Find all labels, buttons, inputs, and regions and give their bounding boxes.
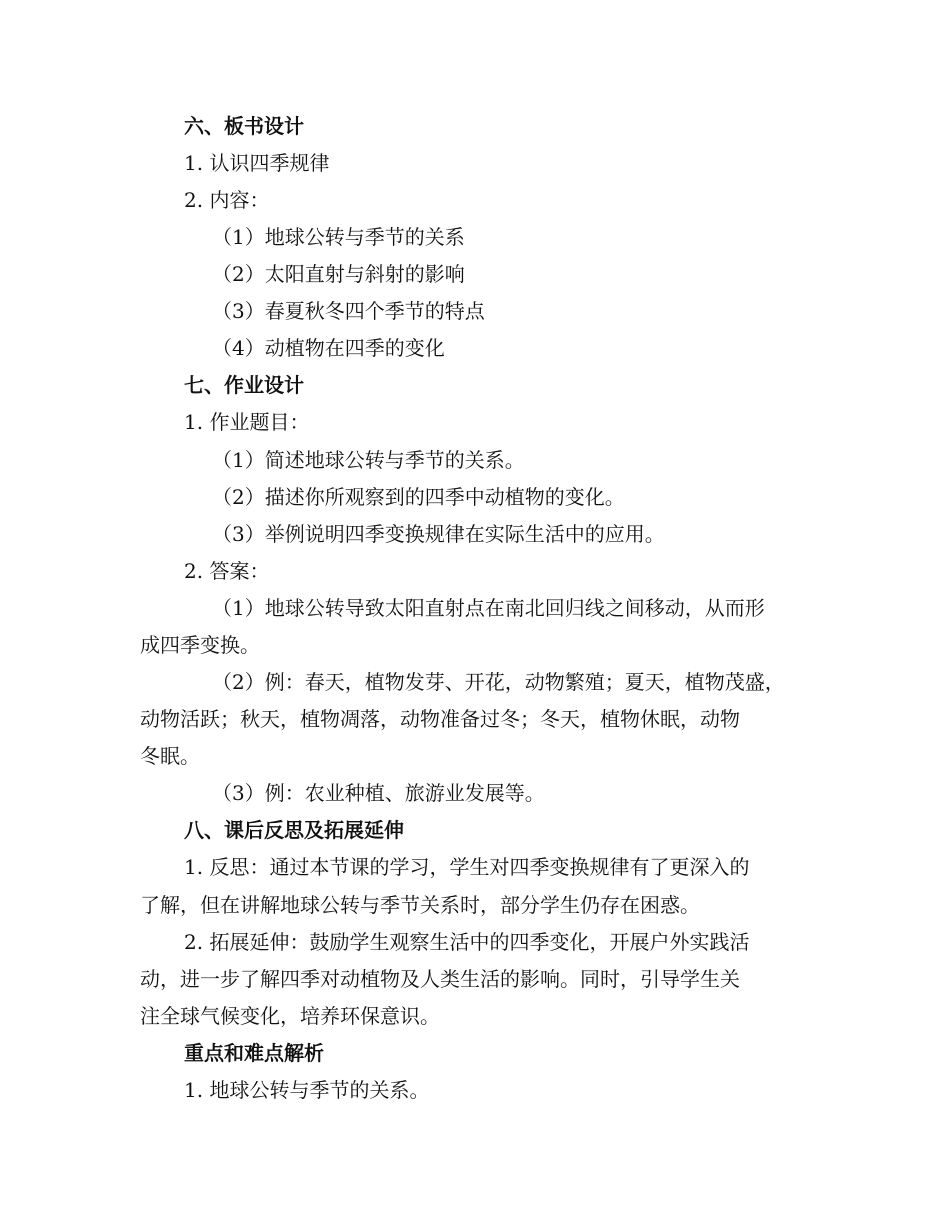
paragraph-line: 冬眠。 bbox=[140, 744, 200, 768]
paragraph-line: 注全球气候变化，培养环保意识。 bbox=[140, 1004, 440, 1028]
paragraph-line: 1. 反思：通过本节课的学习，学生对四季变换规律有了更深入的 bbox=[184, 855, 750, 879]
sub-list-item: （3）春夏秋冬四个季节的特点 bbox=[212, 299, 485, 323]
section-heading-key-points: 重点和难点解析 bbox=[184, 1041, 324, 1065]
paragraph-line: 2. 拓展延伸：鼓励学生观察生活中的四季变化，开展户外实践活 bbox=[184, 930, 750, 954]
paragraph-line: （2）例：春天，植物发芽、开花，动物繁殖；夏天，植物茂盛， bbox=[212, 670, 785, 694]
list-item: 1. 地球公转与季节的关系。 bbox=[184, 1078, 430, 1102]
paragraph-line: 动，进一步了解四季对动植物及人类生活的影响。同时，引导学生关 bbox=[140, 967, 740, 991]
section-heading-homework-design: 七、作业设计 bbox=[184, 373, 304, 397]
list-item: 1. 认识四季规律 bbox=[184, 151, 330, 175]
list-item: 2. 内容： bbox=[184, 188, 270, 212]
paragraph-line: （3）例：农业种植、旅游业发展等。 bbox=[212, 781, 545, 805]
paragraph-line: 动物活跃；秋天，植物凋落，动物准备过冬；冬天，植物休眠，动物 bbox=[140, 707, 740, 731]
sub-list-item: （2）太阳直射与斜射的影响 bbox=[212, 262, 465, 286]
section-heading-reflection: 八、课后反思及拓展延伸 bbox=[184, 818, 404, 842]
sub-list-item: （2）描述你所观察到的四季中动植物的变化。 bbox=[212, 485, 625, 509]
paragraph-line: （1）地球公转导致太阳直射点在南北回归线之间移动，从而形 bbox=[212, 596, 765, 620]
section-heading-board-design: 六、板书设计 bbox=[184, 114, 304, 138]
list-item: 1. 作业题目： bbox=[184, 410, 310, 434]
sub-list-item: （3）举例说明四季变换规律在实际生活中的应用。 bbox=[212, 522, 665, 546]
list-item: 2. 答案： bbox=[184, 559, 270, 583]
sub-list-item: （1）地球公转与季节的关系 bbox=[212, 225, 465, 249]
paragraph-line: 了解，但在讲解地球公转与季节关系时，部分学生仍存在困惑。 bbox=[140, 893, 700, 917]
sub-list-item: （1）简述地球公转与季节的关系。 bbox=[212, 448, 525, 472]
paragraph-line: 成四季变换。 bbox=[140, 633, 260, 657]
sub-list-item: （4）动植物在四季的变化 bbox=[212, 336, 445, 360]
